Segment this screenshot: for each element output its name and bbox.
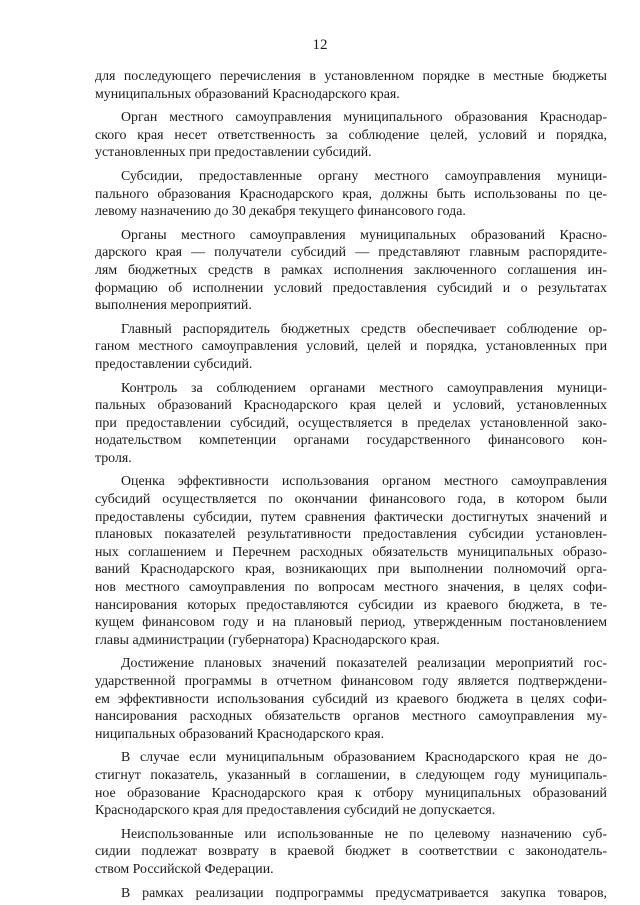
text-line: лям бюджетных средств в рамках исполнения заключенного соглашения ин-	[95, 262, 607, 278]
paragraph-10	[95, 826, 607, 879]
text-line: для последующего перечисления в установленном порядке в местные бюджеты	[95, 69, 607, 84]
text-line: Главный распорядитель бюджетных средств обеспечивает соблюдение ор-	[121, 321, 607, 337]
paragraph-1	[95, 68, 607, 103]
paragraph-5	[95, 321, 607, 374]
paragraph-3	[95, 168, 607, 221]
text-line: левому назначению до 30 декабря текущего финансового года.	[95, 204, 466, 220]
paragraph-4	[95, 227, 607, 315]
text-line: дарского края — получатели субсидий — представляют главным распорядите-	[95, 245, 607, 261]
text-line: ное образование Краснодарского края к отбору муниципальных образований	[95, 785, 607, 801]
paragraph-9	[95, 749, 607, 819]
text-line: ем эффективности использования субсидий из краевого бюджета в целях софи-	[95, 691, 607, 707]
text-line: ваний Краснодарского края, возникающих при выполнении полномочий орга-	[95, 562, 607, 578]
text-line: Оценка эффективности использования органом местного самоуправления	[121, 474, 607, 490]
text-line: Неиспользованные или использованные не по целевому назначению суб-	[121, 826, 607, 842]
paragraph-2	[95, 109, 607, 162]
text-line: стигнут показатель, указанный в соглашении, в следующем году муниципаль-	[95, 767, 607, 783]
text-line: Краснодарского края для предоставления субсидий не допускается.	[95, 803, 496, 819]
text-line: при предоставлении субсидий, осуществляется в пределах установленной зако-	[95, 415, 607, 431]
text-line: пальных образований Краснодарского края целей и условий, установленных	[95, 398, 607, 414]
text-line: установленных при предоставлении субсидий.	[95, 145, 372, 161]
text-line: ского края несет ответственность за соблюдение целей, условий и порядка,	[95, 127, 607, 143]
text-line: троля.	[95, 450, 132, 466]
text-line: нансирования расходных обязательств органов местного самоуправления му-	[95, 709, 607, 725]
text-line: ганом местного самоуправления условий, целей и порядка, установленных при	[95, 339, 607, 355]
text-line: муниципальных образований Краснодарского края.	[95, 86, 400, 102]
text-line: предоставлены субсидии, путем сравнения фактически достигнутых значений и	[95, 509, 607, 525]
text-line: предоставлении субсидий.	[95, 356, 253, 372]
paragraph-6	[95, 380, 607, 468]
page-number: 12	[312, 37, 328, 53]
text-line: ниципальных образований Краснодарского края.	[95, 726, 385, 742]
text-line: кущем финансовом году и на плановый период, утвержденным постановлением	[95, 615, 607, 631]
text-line: выполнения мероприятий.	[95, 298, 252, 314]
text-line: плановых показателей результативности предоставления субсидии установлен-	[95, 527, 607, 543]
document-body	[95, 68, 607, 902]
paragraph-7	[95, 473, 607, 649]
text-line: нодательством компетенции органами государственного финансового кон-	[95, 433, 607, 449]
text-line: субсидий осуществляется по окончании финансового года, в котором были	[95, 492, 607, 508]
text-line: нансирования которых предоставляются субсидии из краевого бюджета, в те-	[95, 597, 607, 613]
text-line: ных соглашением и Перечнем расходных обязательств муниципальных образо-	[95, 544, 607, 560]
paragraph-8	[95, 655, 607, 743]
text-line: Субсидии, предоставленные органу местного самоуправления муници-	[121, 168, 607, 184]
text-line: нов местного самоуправления по вопросам местного значения, в целях софи-	[95, 580, 607, 596]
text-line: Контроль за соблюдением органами местного самоуправления муници-	[121, 380, 607, 396]
paragraph-11	[95, 885, 607, 903]
text-line: главы администрации (губернатора) Краснодарского края.	[95, 632, 440, 648]
text-line: формацию об исполнении условий предоставления субсидий и о результатах	[95, 280, 607, 296]
text-line: Достижение плановых значений показателей реализации мероприятий гос-	[121, 656, 607, 672]
text-line: сидии подлежат возврату в краевой бюджет в соответствии с законодатель-	[95, 844, 607, 860]
text-line: В рамках реализации подпрограммы предусматривается закупка товаров,	[121, 885, 607, 901]
text-line: Орган местного самоуправления муниципального образования Краснодар-	[121, 110, 607, 126]
text-line: ударственной программы в отчетном финансовом году является подтверждени-	[95, 674, 607, 689]
text-line: ством Российской Федерации.	[95, 861, 274, 877]
text-line: Органы местного самоуправления муниципальных образований Красно-	[121, 227, 607, 243]
text-line: В случае если муниципальным образованием Краснодарского края не до-	[121, 750, 607, 766]
text-line: пального образования Краснодарского края, должны быть использованы по це-	[95, 186, 607, 202]
